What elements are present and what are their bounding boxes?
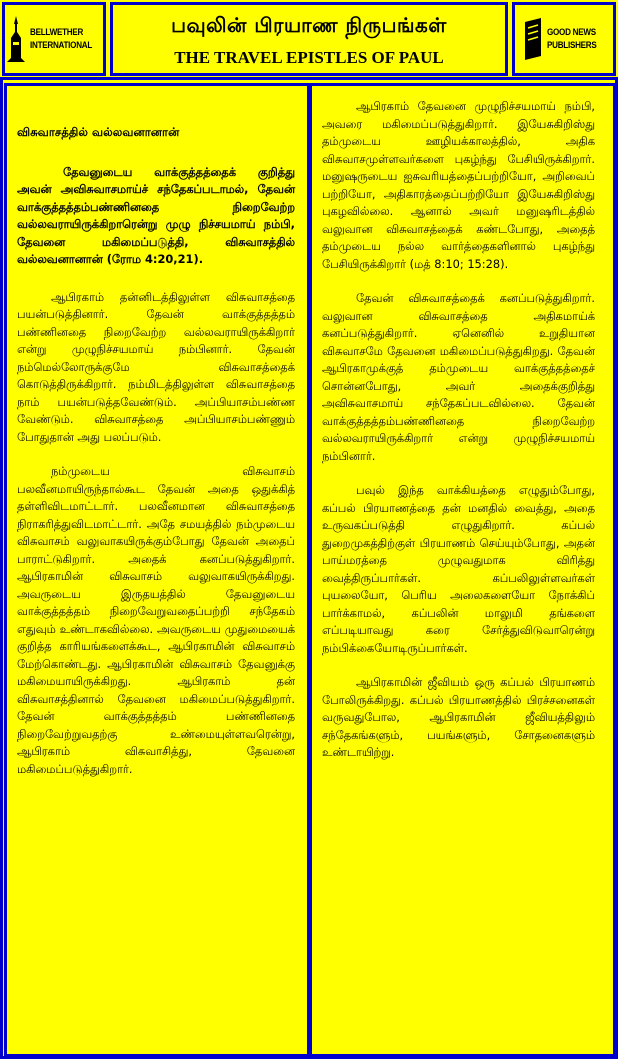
right-column	[310, 83, 616, 1057]
bellwether-logo-icon	[5, 14, 27, 64]
page-title-tamil: பவுலின் பிரயாண நிருபங்கள்	[171, 13, 447, 37]
body-paragraph: ஆபிரகாம் தேவனை முழுநிச்சயமாய் நம்பி, அவரை மகிமைப்படுத்துகிறார். இயேசுகிறிஸ்து தம்முடைய ஊழியக்காலத்தில், அதிக விசுவாசமுள்ளவர்களை புகழ்ந்து பேசியிருக்கிறார். மனுஷருடைய ஐசுவரியத்தைப்பற்றியோ, அறிவைப் பற்றியோ, அதிகாரத்தைப்பற்றியோ இயேசுகிறிஸ்து புகழவில்லை. ஆனால் அவர் மனுஷரிடத்தில் வலுவான விசுவாசத்தைக் கண்டபோது, அதைத் தம்முடைய நல்ல வார்த்தைகளினால் புகழ்ந்து பேசியிருக்கிறார் (மத் 8:10; 15:28).	[322, 99, 595, 271]
title-box	[110, 2, 508, 76]
logo-left-line1: BELLWETHER	[30, 27, 84, 38]
left-column	[4, 83, 310, 1057]
good-news-logo	[512, 2, 616, 76]
logo-right-line1: GOOD NEWS	[547, 27, 597, 38]
section-heading: விசுவாசத்தில் வல்லவனானான்	[17, 125, 180, 139]
page-header	[0, 0, 618, 80]
body-paragraph: தேவன் விசுவாசத்தைக் கனப்படுத்துகிறார். வலுவான விசுவாசத்தை அதிகமாய்க் கனப்படுத்துகிறார். ஏனெனில் உறுதியான விசுவாசமே தேவனை மகிமைப்படுத்துகிறது. தேவன் ஆபிரகாமுக்குத் தம்முடைய வாக்குத்தத்தைச் சொன்னபோது, அவர் அதைக்குறித்து அவிசுவாசமாய் சந்தேகப்படவில்லை. தேவன் வாக்குத்தத்தம்பண்ணினதை நிறைவேற்ற வல்லவராயிருக்கிறார் என்று முழுநிச்சயமாய் நம்பினார்.	[322, 291, 595, 463]
bellwether-logo	[2, 2, 106, 76]
body-paragraph: பவுல் இந்த வாக்கியத்தை எழுதும்போது, கப்பல் பிரயாணத்தை தன் மனதில் வைத்து, அதை உருவகப்படுத்தி எழுதுகிறார். கப்பல் துறைமுகத்திற்குள் பிரயாணம் செய்யும்போது, அதன் பாய்மரத்தை முழுவதுமாக விரித்து வைத்திருப்பார்கள். கப்பலிலுள்ளவர்கள் புயலையோ, பெரிய அலைகளையோ நோக்கிப் பார்க்காமல், கப்பலின் மாலுமி தங்களை எப்படியாவது கரை சேர்த்துவிடுவாரென்று நம்பிக்கையோடிருப்பார்கள்.	[322, 483, 595, 655]
page-title-english: THE TRAVEL EPISTLES OF PAUL	[174, 48, 444, 67]
lead-paragraph: தேவனுடைய வாக்குத்தத்தைக் குறித்து அவன் அவிசுவாசமாய்ச் சந்தேகப்படாமல், தேவன் வாக்குத்தத்தம்பண்ணினதை நிறைவேற்ற வல்லவராயிருக்கிறாரென்று முழு நிச்சயமாய் நம்பி, தேவனை மகிமைப்படுத்தி, விசுவாசத்தில் வல்லவனானான் (ரோம 4:20,21).	[17, 164, 295, 266]
logo-left-line2: INTERNATIONAL	[30, 40, 93, 51]
book-icon	[522, 14, 544, 64]
logo-right-line2: PUBLISHERS	[547, 40, 597, 51]
body-paragraph: நம்முடைய விசுவாசம் பலவீனமாயிருந்தால்கூட தேவன் அதை ஒதுக்கித் தள்ளிவிடமாட்டார். பலவீனமான விசுவாசத்தை நிராகரித்துவிடமாட்டார். அதே சமயத்தில் நம்முடைய விசுவாசம் வலுவாகயிருக்கும்போது தேவன் அதைப் பாராட்டுகிறார். அதைக் கனப்படுத்துகிறார். ஆபிரகாமின் விசுவாசம் வலுவாகயிருக்கிறது. அவருடைய இருதயத்தில் தேவனுடைய வாக்குத்தத்தம் நிறைவேறுவதைப்பற்றி சந்தேகம் எதுவும் உண்டாகவில்லை. அவருடைய முதுமையைக் குறித்த காரியங்களைக்கூட, ஆபிரகாமின் விசுவாசம் மேற்கொண்டது. ஆபிரகாமின் விசுவாசம் தேவனுக்கு மகிமையாயிருக்கிறது. ஆபிரகாம் தன் விசுவாசத்தினால் தேவனை மகிமைப்படுத்துகிறார். தேவன் வாக்குத்தத்தம் பண்ணினதை நிறைவேற்றுவதற்கு உண்மையுள்ளவரென்று, ஆபிரகாம் விசுவாசித்து, தேவனை மகிமைப்படுத்துகிறார்.	[17, 464, 295, 776]
body-paragraph: ஆபிரகாம் தன்னிடத்திலுள்ள விசுவாசத்தை பயன்படுத்தினார். தேவன் வாக்குத்தத்தம் பண்ணினதை நிறைவேற்ற வல்லவராயிருக்கிறார் என்று முழுநிச்சயமாய் நம்பினார். தேவன் நம்மெல்லோருக்குமே விசுவாசத்தைக் கொடுத்திருக்கிறார். நம்மிடத்திலுள்ள விசுவாசத்தை நாம் பயன்படுத்தவேண்டும். அப்பியாசம்பண்ண வேண்டும். விசுவாசத்தை அப்பியாசம்பண்ணும் போதுதான் அது பலப்படும்.	[17, 289, 295, 444]
body-paragraph: ஆபிரகாமின் ஜீவியம் ஒரு கப்பல் பிரயாணம் போலிருக்கிறது. கப்பல் பிரயாணத்தில் பிரச்சனைகள் வருவதுபோல, ஆபிரகாமின் ஜீவியத்திலும் சந்தேகங்களும், பயங்களும், சோதனைகளும் உண்டாயிற்று.	[322, 675, 595, 759]
